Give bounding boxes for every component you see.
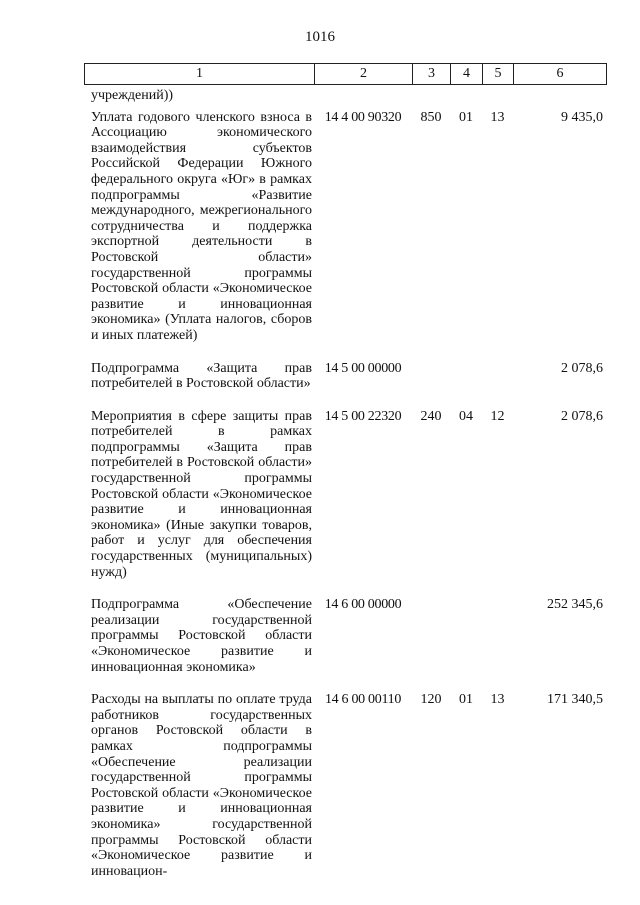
row-vr — [412, 361, 450, 392]
column-header-3: 3 — [413, 64, 451, 84]
table-body — [84, 88, 605, 896]
row-vr: 240 — [420, 408, 442, 424]
row-amount: 2 078,6 — [561, 408, 603, 424]
row-rz — [450, 597, 482, 675]
row-rz: 04 — [459, 408, 473, 424]
row-description: Подпрограмма «Обеспечение реализации государственной программы Ростовской области «Экономическое развитие и инновационная экономика» — [91, 597, 312, 675]
row-amount: 2 078,6 — [561, 360, 603, 376]
table-row — [84, 692, 605, 879]
row-amount: 171 340,5 — [547, 692, 603, 708]
row-code: 14 6 00 00110 — [324, 692, 402, 708]
row-pr — [482, 88, 513, 104]
row-code: 14 5 00 00000 — [324, 360, 402, 376]
table-row — [84, 597, 605, 675]
row-vr — [412, 597, 450, 675]
row-pr: 12 — [490, 408, 505, 424]
table-row — [84, 361, 605, 392]
column-header-5: 5 — [483, 64, 514, 84]
row-vr: 120 — [420, 692, 442, 708]
page-number: 1016 — [305, 29, 335, 45]
row-rz — [450, 361, 482, 392]
row-vr: 850 — [420, 109, 442, 125]
row-amount: 9 435,0 — [561, 109, 603, 125]
table-row — [84, 110, 605, 344]
row-rz: 01 — [459, 109, 473, 125]
row-description: Уплата годового членского взноса в Ассоциацию экономического взаимодействия субъектов Российской Федерации Южного федерального округа «Юг» в рамках подпрограммы «Развитие международного, межрегионального сотрудничества и поддержка экспортной деятельности в Ростовской области» государственной программы Ростовской области «Экономическое развитие и инновационная экономика» (Уплата налогов, сборов и иных платежей) — [91, 109, 312, 343]
row-pr — [482, 361, 513, 392]
row-pr: 13 — [490, 692, 505, 708]
row-rz: 01 — [459, 692, 473, 708]
row-amount: 252 345,6 — [547, 597, 603, 613]
table-row — [84, 409, 605, 581]
row-description: Подпрограмма «Защита прав потребителей в Ростовской области» — [91, 360, 312, 392]
table-row — [84, 88, 605, 104]
row-description: Мероприятия в сфере защиты прав потребителей в рамках подпрограммы «Защита прав потребителей в Ростовской области» государственной программы Ростовской области «Экономическое развитие и инновационная экономика» (Иные закупки товаров, работ и услуг для обеспечения государственных (муниципальных) нужд) — [91, 408, 312, 580]
row-amount — [513, 88, 605, 104]
row-pr — [482, 597, 513, 675]
row-code — [314, 88, 412, 104]
row-code: 14 6 00 00000 — [324, 597, 402, 613]
row-vr — [412, 88, 450, 104]
row-code: 14 4 00 90320 — [324, 109, 402, 125]
table-header — [84, 63, 607, 85]
column-header-2: 2 — [315, 64, 413, 84]
column-header-1: 1 — [85, 64, 315, 84]
row-rz — [450, 88, 482, 104]
row-description: учреждений)) — [91, 88, 174, 103]
row-pr: 13 — [490, 109, 505, 125]
row-description: Расходы на выплаты по оплате труда работников государственных органов Ростовской области в рамках подпрограммы «Обеспечение реализации государственной программы Ростовской области «Экономическое развитие и инновационная экономика» государственной программы Ростовской области «Экономическое развитие и инновацион- — [91, 692, 312, 879]
column-header-4: 4 — [451, 64, 483, 84]
row-code: 14 5 00 22320 — [324, 408, 402, 424]
column-header-6: 6 — [556, 66, 564, 81]
